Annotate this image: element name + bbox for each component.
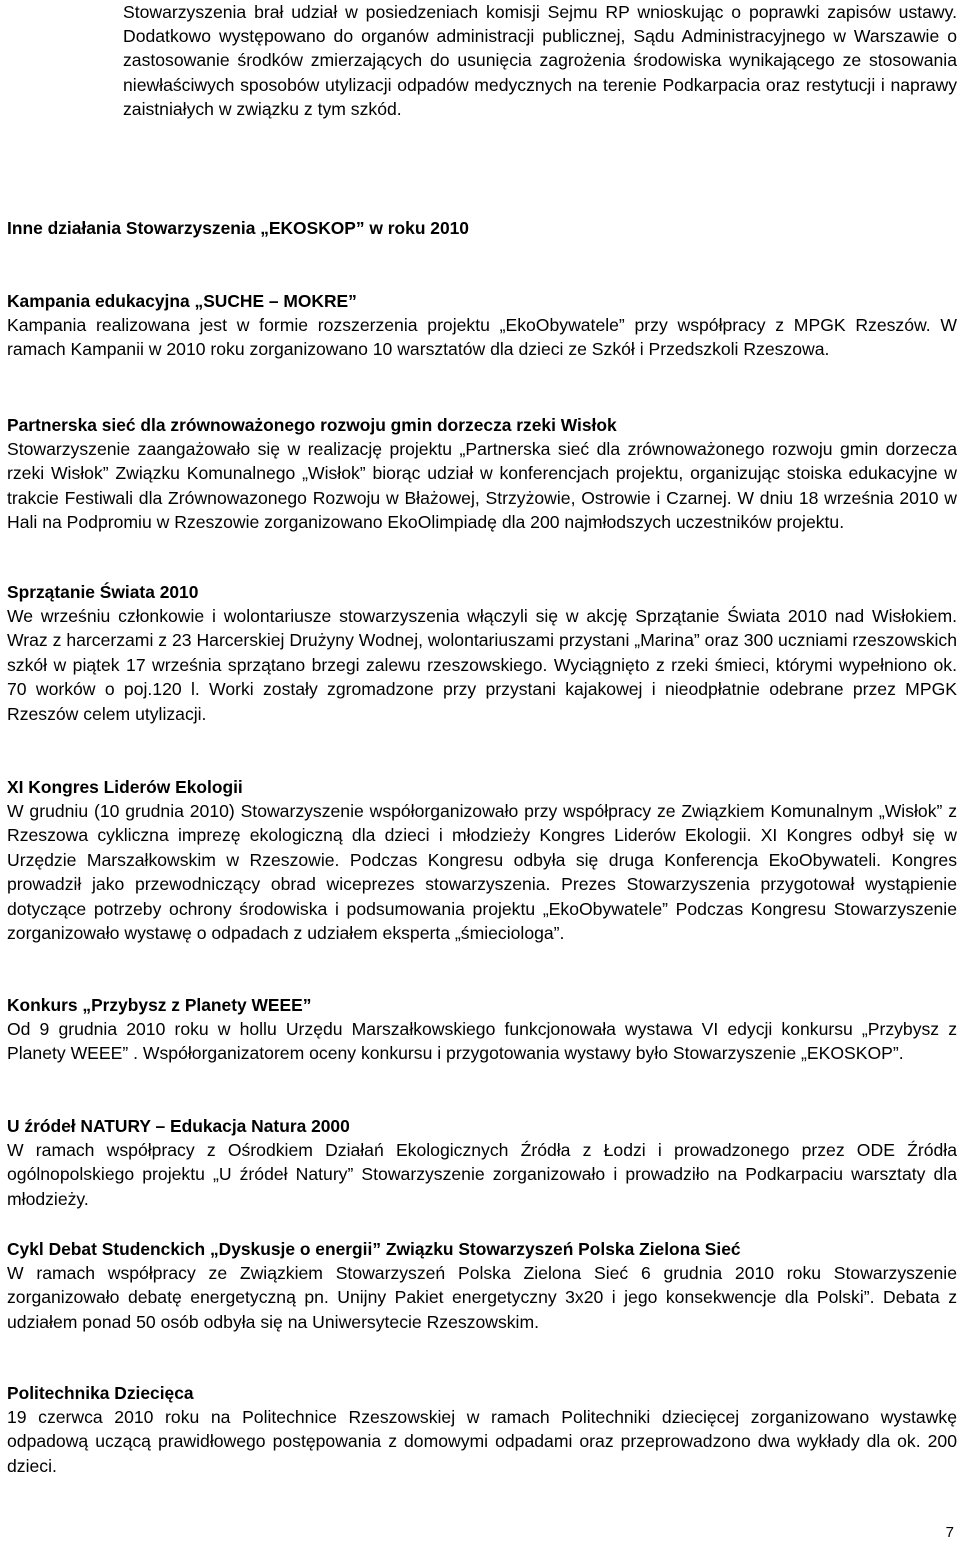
section-sprzatanie-swiata [7,580,957,726]
section-body: W ramach współpracy ze Związkiem Stowarzyszeń Polska Zielona Sieć 6 grudnia 2010 roku Stowarzyszenie zorganizowało debatę energetyczną pn. Unijny Pakiet energetyczny 3x20 i jego konsekwencje dla Polski”. Debata z udziałem ponad 50 osób odbyła się na Uniwersytecie Rzeszowskim. [7,1263,957,1332]
section-body: 19 czerwca 2010 roku na Politechnice Rzeszowskiej w ramach Politechniki dziecięcej zorganizowano wystawkę odpadową uczącą prawidłowego postępowania z domowymi odpadami oraz przeprowadzono dwa wykłady dla ok. 200 dzieci. [7,1407,957,1476]
section-natura-2000 [7,1114,957,1211]
page-number: 7 [945,1524,954,1541]
section-debaty-studenckie [7,1237,957,1334]
section-kongres-liderow [7,775,957,945]
intro-paragraph: Stowarzyszenia brał udział w posiedzeniach komisji Sejmu RP wnioskując o poprawki zapisów ustawy. Dodatkowo występowano do organów administracji publicznej, Sądu Administracyjnego w Warszawie o zastosowanie środków zmierzających do usunięcia zagrożenia środowiska wynikającego ze stosowania niewłaściwych sposobów utylizacji odpadów medycznych na terenie Podkarpacia oraz restytucji i naprawy zaistniałych w związku z tym szkód. [123,2,957,119]
section-body: Od 9 grudnia 2010 roku w hollu Urzędu Marszałkowskiego funkcjonowała wystawa VI edycji konkursu „Przybysz z Planety WEEE” . Współorganizatorem oceny konkursu i przygotowania wystawy było Stowarzyszenie „EKOSKOP”. [7,1019,957,1064]
section-body: W grudniu (10 grudnia 2010) Stowarzyszenie współorganizowało przy współpracy ze Związkiem Komunalnym „Wisłok” z Rzeszowa cykliczna imprezę ekologiczną dla dzieci i młodzieży Kongres Liderów Ekologii. XI Kongres odbył się w Urzędzie Marszałkowskim w Rzeszowie. Podczas Kongresu odbyła się druga Konferencja EkoObywateli. Kongres prowadził jako przewodniczący obrad wiceprezes stowarzyszenia. Prezes Stowarzyszenia przygotował wystąpienie dotyczące potrzeby ochrony środowiska i podsumowania projektu „EkoObywatele” Podczas Kongresu Stowarzyszenie zorganizowało wystawę o odpadach z udziałem eksperta „śmieciologa”. [7,801,957,944]
section-partnerska-siec [7,413,957,535]
section-title: Cykl Debat Studenckich „Dyskusje o energii” Związku Stowarzyszeń Polska Zielona Sieć [7,1239,741,1259]
section-politechnika-dziecieca [7,1381,957,1478]
section-title: U źródeł NATURY – Edukacja Natura 2000 [7,1116,350,1136]
section-title: Politechnika Dziecięca [7,1383,194,1403]
main-heading: Inne działania Stowarzyszenia „EKOSKOP” w roku 2010 [7,218,469,238]
section-body: Stowarzyszenie zaangażowało się w realizację projektu „Partnerska sieć dla zrównoważonego rozwoju gmin dorzecza rzeki Wisłok” Związku Komunalnego „Wisłok” biorąc udział w konferencjach projektu, organizując stoiska edukacyjne w trakcie Festiwali dla Zrównowazonego Rozwoju w Błażowej, Strzyżowie, Ostrowie i Czarnej. W dniu 18 września 2010 w Hali na Podpromiu w Rzeszowie zorganizowano EkoOlimpiadę dla 200 najmłodszych uczestników projektu. [7,439,957,533]
section-title: Partnerska sieć dla zrównoważonego rozwoju gmin dorzecza rzeki Wisłok [7,415,617,435]
section-body: W ramach współpracy z Ośrodkiem Działań Ekologicznych Źródła z Łodzi i prowadzonego przez ODE Źródła ogólnopolskiego projektu „U źródeł Natury” Stowarzyszenie zorganizowało i prowadziło na Podkarpaciu warsztaty dla młodzieży. [7,1140,957,1209]
section-title: Kampania edukacyjna „SUCHE – MOKRE” [7,291,357,311]
section-title: Konkurs „Przybysz z Planety WEEE” [7,995,312,1015]
section-body: Kampania realizowana jest w formie rozszerzenia projektu „EkoObywatele” przy współpracy z MPGK Rzeszów. W ramach Kampanii w 2010 roku zorganizowano 10 warsztatów dla dzieci ze Szkół i Przedszkoli Rzeszowa. [7,315,957,360]
section-kampania-suche-mokre [7,289,957,362]
section-title: XI Kongres Liderów Ekologii [7,777,243,797]
section-body: We wrześniu członkowie i wolontariusze stowarzyszenia włączyli się w akcję Sprzątanie Świata 2010 nad Wisłokiem. Wraz z harcerzami z 23 Harcerskiej Drużyny Wodnej, wolontariuszami przystani „Marina” oraz 300 uczniami rzeszowskich szkół w piątek 17 września sprzątano brzegi zalewu rzeszowskiego. Wyciągnięto z rzeki śmieci, którymi wypełniono ok. 70 worków o poj.120 l. Worki zostały zgromadzone przy przystani kajakowej i nieodpłatnie odebrane przez MPGK Rzeszów celem utylizacji. [7,606,957,724]
section-title: Sprzątanie Świata 2010 [7,582,199,602]
section-konkurs-weee [7,993,957,1066]
